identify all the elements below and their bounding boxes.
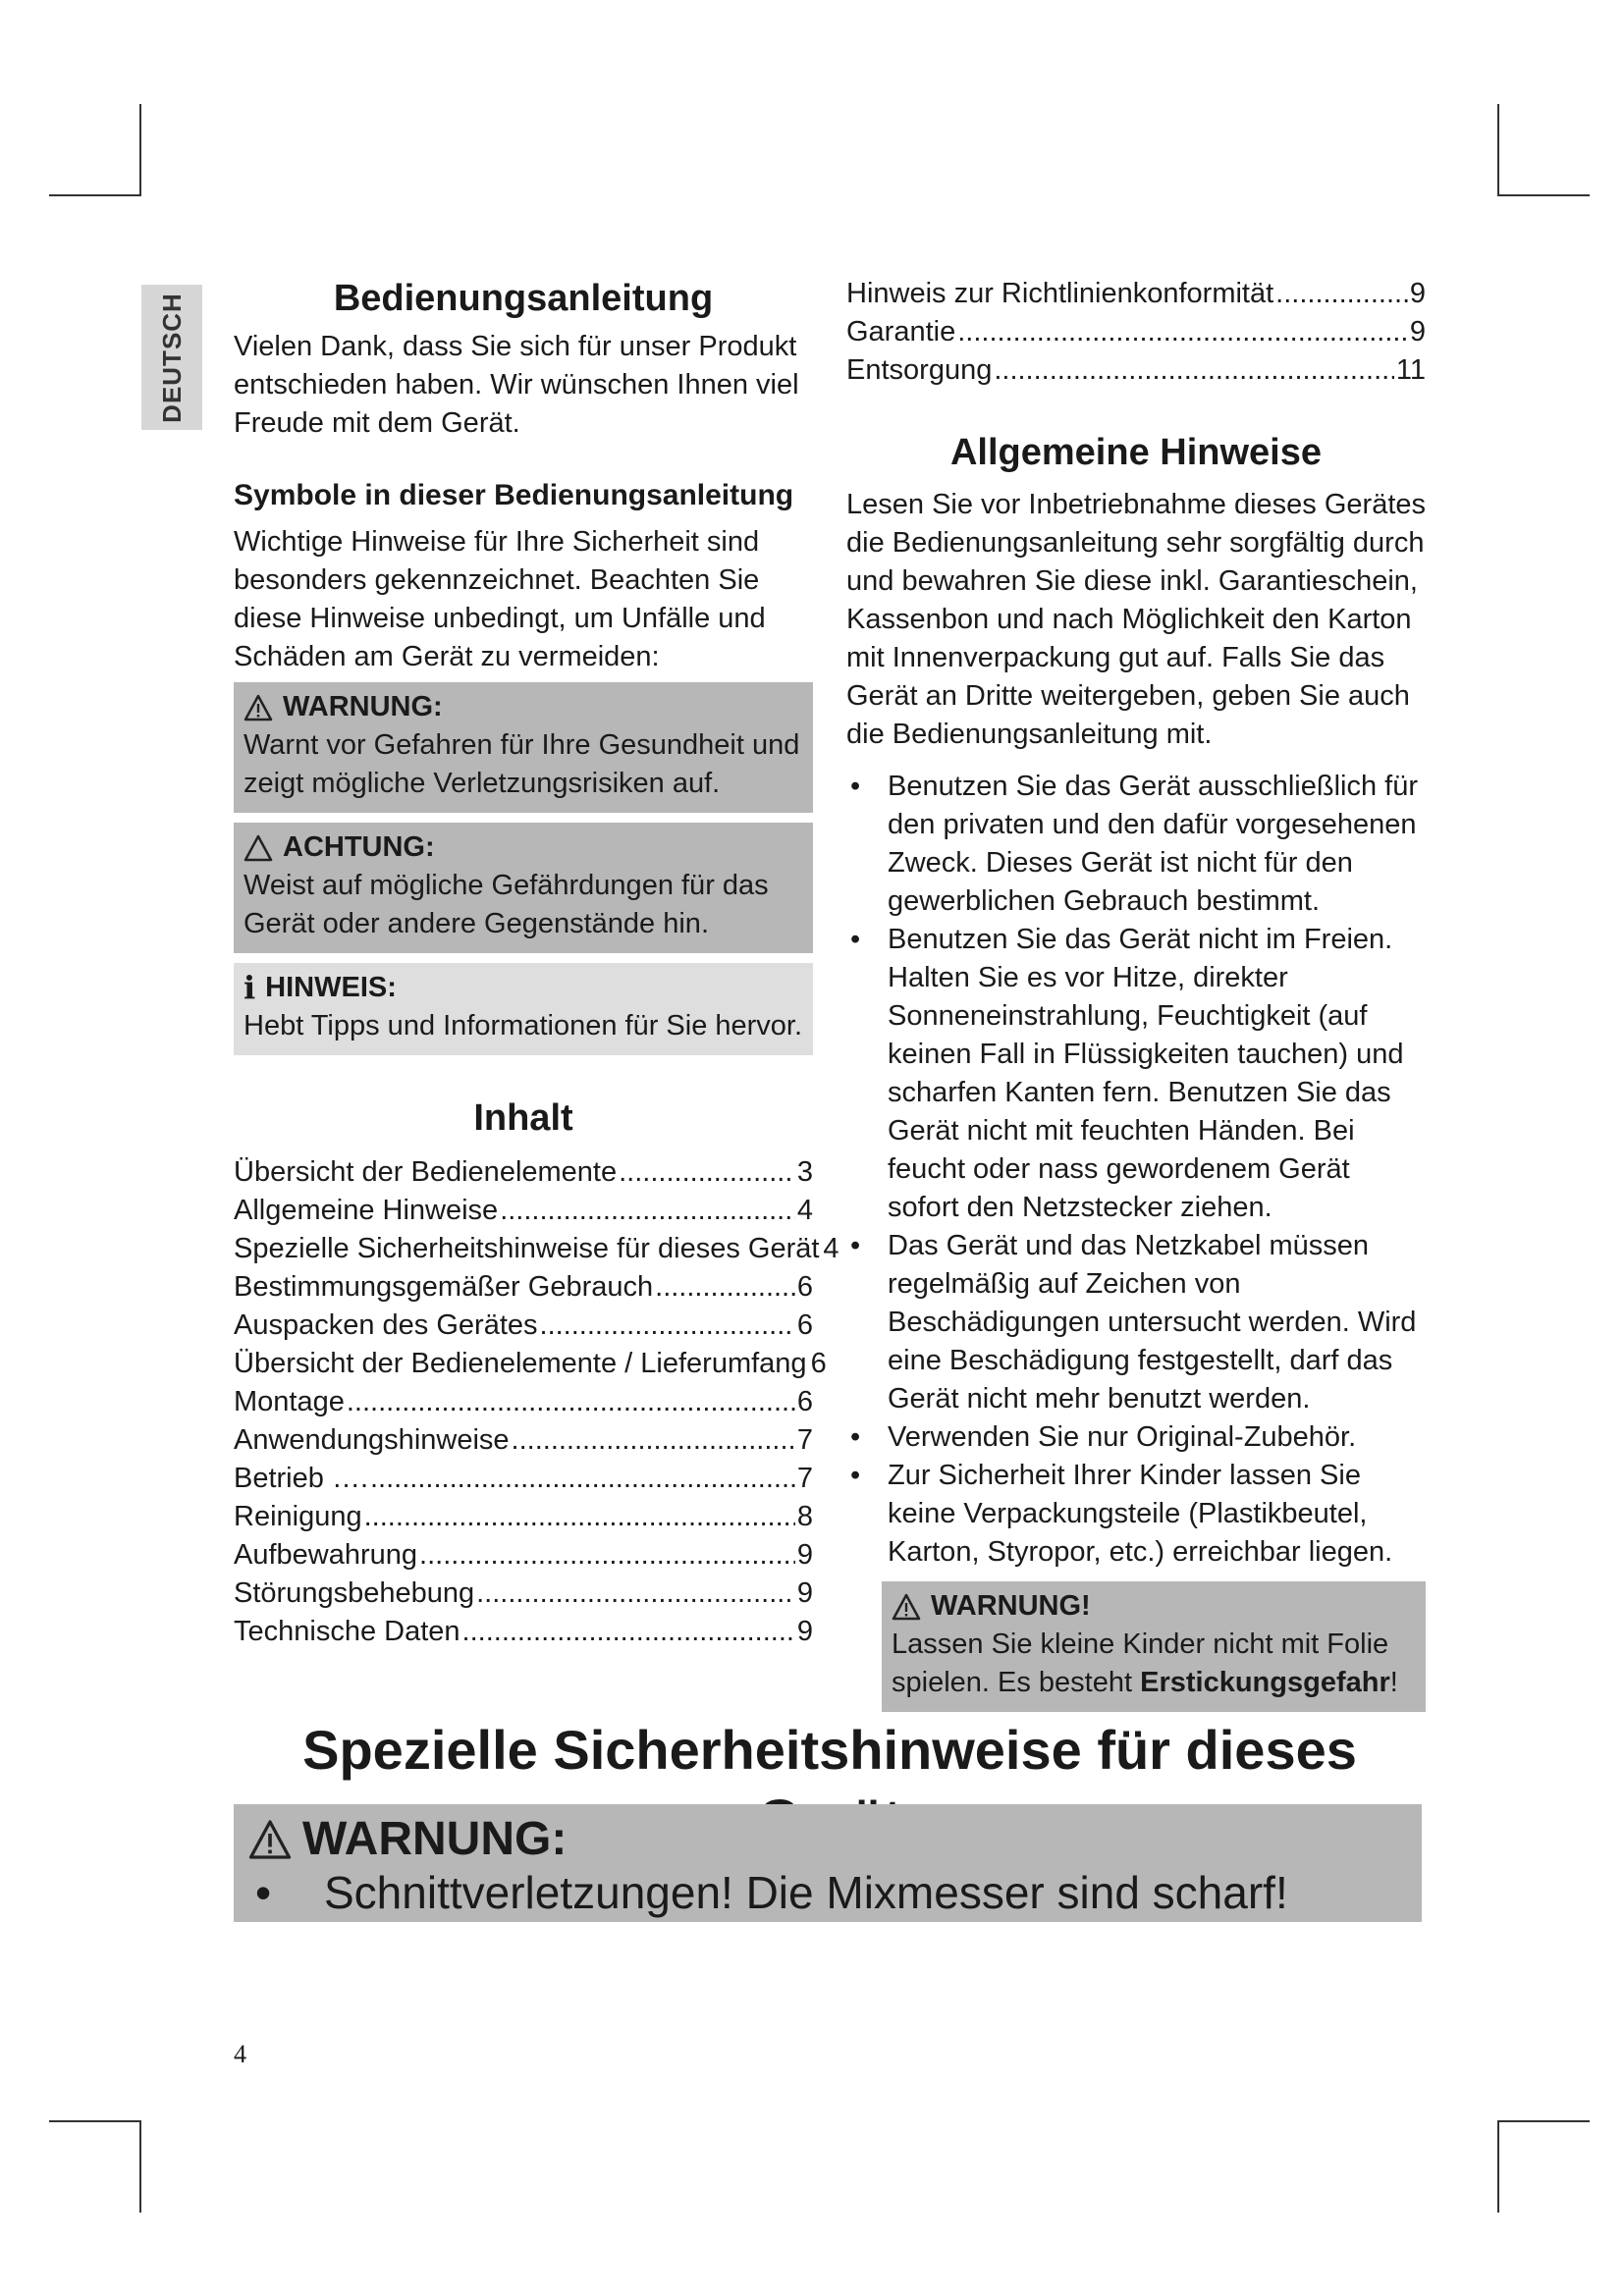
language-tab bbox=[141, 285, 202, 430]
note-title: HINWEIS: bbox=[265, 972, 397, 1003]
warning-box bbox=[234, 682, 813, 813]
warning-title: WARNUNG: bbox=[283, 691, 443, 722]
special-safety-title: Spezielle Sicherheitshinweise für dieses bbox=[302, 1719, 1357, 1781]
crop-mark bbox=[1497, 2120, 1499, 2213]
caution-icon bbox=[244, 834, 273, 862]
toc-row[interactable]: Reinigung ..... 8 bbox=[234, 1498, 813, 1536]
toc-row[interactable]: Spezielle Sicherheitshinweise für dieses Gerät 4 bbox=[234, 1233, 839, 1264]
toc-row[interactable]: Übersicht der Bedienelemente ..... 3 bbox=[234, 1153, 813, 1192]
caution-box bbox=[234, 823, 813, 953]
crop-mark bbox=[139, 2120, 141, 2213]
general-notes-text: Lesen Sie vor Inbetriebnahme dieses Gerätes die Bedienungsanleitung sehr sorgfältig durch und bewahren Sie diese inkl. Garantieschein, Kassenbon und nach Möglichkeit den Karton mit Innenverpackung gut auf. Falls Sie das Gerät an Dritte weitergeben, geben Sie auch die Bedienungsanleitung mit. bbox=[846, 489, 1427, 750]
toc-row[interactable]: Übersicht der Bedienelemente / Lieferumfang 6 bbox=[234, 1348, 827, 1379]
warning-icon bbox=[892, 1593, 921, 1621]
blade-warning-box bbox=[234, 1804, 1422, 1922]
toc-row[interactable]: Montage ..... 6 bbox=[234, 1383, 813, 1421]
list-item: • Verwenden Sie nur Original-Zubehör. bbox=[846, 1418, 1426, 1457]
caution-text: Weist auf mögliche Gefährdungen für das Gerät oder andere Gegenstände hin. bbox=[244, 870, 769, 939]
crop-mark bbox=[49, 2120, 141, 2122]
left-column bbox=[234, 275, 839, 1651]
toc-row[interactable]: Bestimmungsgemäßer Gebrauch ..... 6 bbox=[234, 1268, 813, 1307]
warning-title: WARNUNG! bbox=[931, 1590, 1091, 1622]
list-item: • Benutzen Sie das Gerät nicht im Freien. Halten Sie es vor Hitze, direkter Sonneneinstrahlung, Feuchtigkeit (auf keinen Fall in Flüssigkeiten tauchen) und scharfen Kanten fern. Benutzen Sie das Gerät nicht mit feuchten Händen. Bei feucht oder nass gewordenem Gerät sofort den Netzstecker ziehen. bbox=[846, 921, 1426, 1227]
crop-mark bbox=[1497, 2120, 1590, 2122]
suffocation-warning-box bbox=[882, 1581, 1426, 1712]
toc-row[interactable]: Auspacken des Gerätes ..... 6 bbox=[234, 1307, 813, 1345]
caution-title: ACHTUNG: bbox=[283, 831, 435, 863]
symbols-text: Wichtige Hinweise für Ihre Sicherheit sind besonders gekennzeichnet. Beachten Sie diese Hinweise unbedingt, um Unfälle und Schäden am Gerät zu vermeiden: bbox=[234, 526, 766, 672]
toc-row[interactable]: Garantie ..... 9 bbox=[846, 313, 1426, 351]
crop-mark bbox=[1497, 194, 1590, 196]
crop-mark bbox=[49, 194, 141, 196]
list-item: • Das Gerät und das Netzkabel müssen regelmäßig auf Zeichen von Beschädigungen untersucht werden. Wird eine Beschädigung festgestellt, darf das Gerät nicht mehr benutzt werden. bbox=[846, 1227, 1426, 1418]
note-box bbox=[234, 963, 813, 1055]
note-text: Hebt Tipps und Informationen für Sie hervor. bbox=[244, 1010, 803, 1041]
warning-title: WARNUNG: bbox=[302, 1813, 568, 1865]
suffocation-emphasis: Erstickungsgefahr bbox=[1140, 1667, 1390, 1698]
symbols-heading: Symbole in dieser Bedienungsanleitung bbox=[234, 479, 794, 511]
general-notes-title: Allgemeine Hinweise bbox=[949, 432, 1322, 473]
table-of-contents-continued bbox=[846, 275, 1426, 390]
toc-row[interactable]: Aufbewahrung ..... 9 bbox=[234, 1536, 813, 1575]
toc-row[interactable]: Störungsbehebung ..... 9 bbox=[234, 1575, 813, 1613]
toc-row[interactable]: Entsorgung ..... 11 bbox=[846, 351, 1426, 390]
blade-warning-text: • Schnittverletzungen! Die Mixmesser sind scharf! bbox=[255, 1867, 1288, 1918]
list-item: • Zur Sicherheit Ihrer Kinder lassen Sie keine Verpackungsteile (Plastikbeutel, Karton, Styropor, etc.) erreichbar liegen. bbox=[846, 1457, 1426, 1572]
info-icon: i bbox=[244, 969, 256, 1006]
crop-mark bbox=[139, 104, 141, 196]
crop-mark bbox=[1497, 104, 1499, 196]
toc-row[interactable]: Allgemeine Hinweise ..... 4 bbox=[234, 1192, 813, 1230]
toc-title: Inhalt bbox=[473, 1097, 573, 1139]
page-number: 4 bbox=[234, 2040, 246, 2068]
list-item: • Benutzen Sie das Gerät ausschließlich für den privaten und den dafür vorgesehenen Zweck. Dieses Gerät ist nicht für den gewerblichen Gebrauch bestimmt. bbox=[846, 768, 1426, 921]
warning-text: Lassen Sie kleine Kinder nicht mit Folie spielen. Es besteht Erstickungsgefahr! bbox=[892, 1629, 1398, 1698]
toc-row[interactable]: Hinweis zur Richtlinienkonformität ..... 9 bbox=[846, 275, 1426, 313]
warning-text: Warnt vor Gefahren für Ihre Gesundheit und zeigt mögliche Verletzungsrisiken auf. bbox=[244, 729, 800, 799]
safety-bullet-list bbox=[846, 768, 1426, 1572]
language-tab-label: DEUTSCH bbox=[156, 292, 187, 423]
intro-text: Vielen Dank, dass Sie sich für unser Produkt entschieden haben. Wir wünschen Ihnen viel Freude mit dem Gerät. bbox=[234, 331, 799, 439]
manual-title: Bedienungsanleitung bbox=[333, 278, 714, 319]
toc-row[interactable]: Betrieb …. ..... 7 bbox=[234, 1460, 813, 1498]
warning-icon bbox=[244, 694, 273, 721]
right-column bbox=[846, 275, 1426, 1722]
warning-icon bbox=[247, 1819, 293, 1860]
table-of-contents bbox=[234, 1153, 839, 1651]
toc-row[interactable]: Anwendungshinweise ..... 7 bbox=[234, 1421, 813, 1460]
toc-row[interactable]: Technische Daten ..... 9 bbox=[234, 1613, 813, 1651]
